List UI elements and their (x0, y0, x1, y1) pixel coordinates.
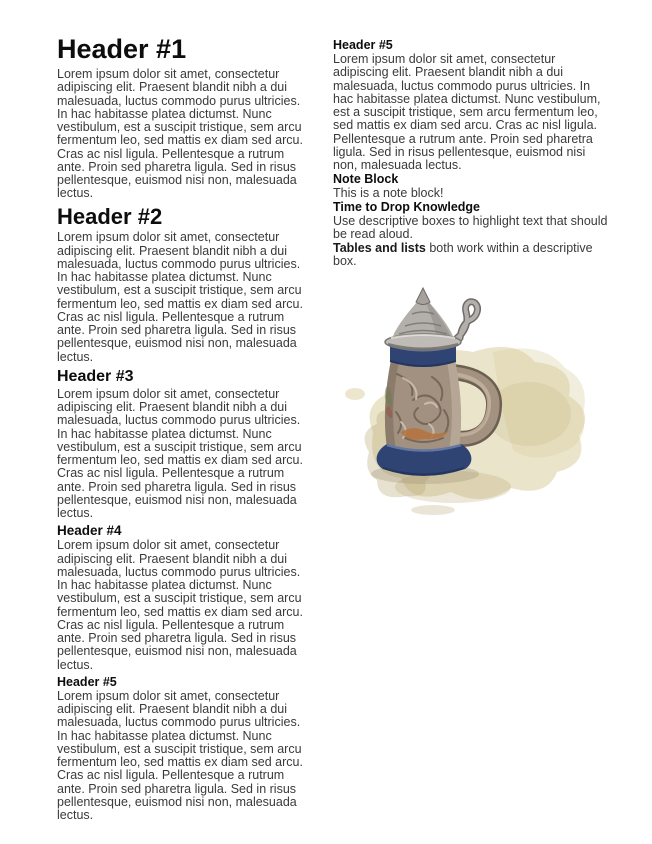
body-paragraph: Lorem ipsum dolor sit amet, consectetur adipiscing elit. Praesent blandit nibh a dui malesuada, luctus commodo purus ultricies. In hac habitasse platea dictumst. Nunc vestibulum, est a suscipit tristique, sem arcu fermentum leo, sed mattis ex diam sed arcu. Cras ac nisl ligula. Pellentesque a rutrum ante. Proin sed pharetra ligula. Sed in risus pellentesque, euismod nisi non, malesuada lectus. (57, 538, 303, 672)
knowledge-block-label: Time to Drop Knowledge (333, 200, 480, 215)
body-paragraph: Lorem ipsum dolor sit amet, consectetur adipiscing elit. Praesent blandit nibh a dui malesuada, luctus commodo purus ultricies. In hac habitasse platea dictumst. Nunc vestibulum, est a suscipit tristique, sem arcu fermentum leo, sed mattis ex diam sed arcu. Cras ac nisl ligula. Pellentesque a rutrum ante. Proin sed pharetra ligula. Sed in risus pellentesque, euismod nisi non, malesuada lectus. (57, 230, 303, 364)
two-column-layout (57, 35, 632, 822)
tables-sentence (333, 242, 613, 269)
body-paragraph: Lorem ipsum dolor sit amet, consectetur adipiscing elit. Praesent blandit nibh a dui malesuada, luctus commodo purus ultricies. In hac habitasse platea dictumst. Nunc vestibulum, est a suscipit tristique, sem arcu fermentum leo, sed mattis ex diam sed arcu. Cras ac nisl ligula. Pellentesque a rutrum ante. Proin sed pharetra ligula. Sed in risus pellentesque, euismod nisi non, malesuada lectus. (57, 67, 303, 201)
body-paragraph: Lorem ipsum dolor sit amet, consectetur adipiscing elit. Praesent blandit nibh a dui malesuada, luctus commodo purus ultricies. In hac habitasse platea dictumst. Nunc vestibulum, est a suscipit tristique, sem arcu fermentum leo, sed mattis ex diam sed arcu. Cras ac nisl ligula. Pellentesque a rutrum ante. Proin sed pharetra ligula. Sed in risus pellentesque, euismod nisi non, malesuada lectus. (333, 52, 601, 172)
knowledge-block-text: Use descriptive boxes to highlight text that should be read aloud. (333, 214, 608, 242)
left-column (57, 35, 313, 822)
stein-lid (385, 288, 477, 350)
body-paragraph: Lorem ipsum dolor sit amet, consectetur adipiscing elit. Praesent blandit nibh a dui malesuada, luctus commodo purus ultricies. In hac habitasse platea dictumst. Nunc vestibulum, est a suscipit tristique, sem arcu fermentum leo, sed mattis ex diam sed arcu. Cras ac nisl ligula. Pellentesque a rutrum ante. Proin sed pharetra ligula. Sed in risus pellentesque, euismod nisi non, malesuada lectus. (57, 386, 303, 521)
section-heading-2: Header #2 (57, 203, 163, 229)
section-heading-5: Header #5 (57, 674, 117, 689)
lid-finial (416, 288, 430, 305)
right-column (333, 35, 613, 822)
section-heading-4: Header #4 (57, 523, 122, 539)
tables-sentence-bold: Tables and lists (333, 240, 426, 255)
section-heading-5-right: Header #5 (333, 38, 393, 52)
section-heading-1: Header #1 (57, 34, 187, 64)
stein-body (385, 360, 461, 454)
note-block-label: Note Block (333, 172, 399, 187)
beer-stein-illustration (333, 282, 623, 517)
body-paragraph: Lorem ipsum dolor sit amet, consectetur adipiscing elit. Praesent blandit nibh a dui malesuada, luctus commodo purus ultricies. In hac habitasse platea dictumst. Nunc vestibulum, est a suscipit tristique, sem arcu fermentum leo, sed mattis ex diam sed arcu. Cras ac nisl ligula. Pellentesque a rutrum ante. Proin sed pharetra ligula. Sed in risus pellentesque, euismod nisi non, malesuada lectus. (57, 688, 303, 823)
note-block-text: This is a note block! (333, 186, 444, 200)
tables-sentence-rest: both work within a descriptive box. (333, 240, 593, 268)
section-heading-3: Header #3 (57, 367, 134, 385)
figure-container (333, 282, 613, 517)
